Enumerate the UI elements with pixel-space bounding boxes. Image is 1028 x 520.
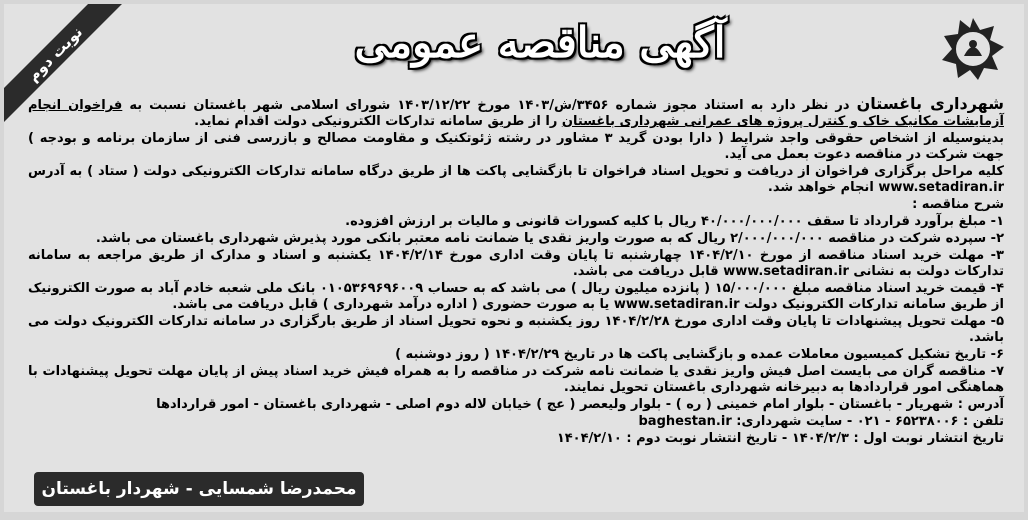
process-tail: انجام خواهد شد. [767, 180, 879, 195]
intro-text-2: را از طریق سامانه تدارکات الکترونیکی دولت اقدام نماید. [194, 114, 562, 129]
site-link[interactable]: baghestan.ir [638, 414, 732, 429]
item-3: ۳- مهلت خرید اسناد مناقصه از مورخ ۱۴۰۴/۲/۱۰ چهارشنبه تا پایان وقت اداری مورخ ۱۴۰۴/۲/۱۴ یکشنبه و اسناد و مدارک از طریق مراجعه به سامانه تدارکات دولت به نشانی www.setadiran.ir قابل دریافت می باشد. [28, 248, 1004, 279]
org-name: شهرداری باغستان [856, 94, 1004, 113]
newspaper-clipping [4, 4, 1024, 512]
process-text: کلیه مراحل برگزاری فراخوان از دریافت و تحویل اسناد فراخوان تا بازگشایی پاکت ها از طریق درگاه سامانه تدارکات الکترونیکی دولت ( ستاد ) به آدرس [28, 164, 1004, 179]
intro-text-1: در نظر دارد به استناد مجوز شماره ۳۴۵۶/ش/۱۴۰۳ مورخ ۱۴۰۳/۱۲/۲۲ شورای اسلامی شهر باغستان نسبت به [122, 98, 857, 113]
phone-text: تلفن : ۶۵۲۳۸۰۰۶ - ۰۲۱ - سایت شهرداری: [736, 414, 1004, 429]
item-5: ۵- مهلت تحویل پیشنهادات تا پایان وقت اداری مورخ ۱۴۰۴/۲/۲۸ روز یکشنبه و نحوه تحویل اسناد از طریق بارگزاری در سامانه تدارکات الکترونیک دولت می باشد. [28, 314, 1004, 345]
process-paragraph [28, 164, 1004, 196]
header [114, 12, 1006, 88]
municipality-logo-icon [940, 16, 1006, 82]
signature-banner: محمدرضا شمسایی - شهردار باغستان [34, 472, 364, 506]
tender-subject: فراخوان انجام آزمایشات مکانیک خاک و کنترل پروژه های عمرانی شهرداری باغستان [28, 98, 1004, 129]
eligibility-paragraph: بدینوسیله از اشخاص حقوقی واجد شرایط ( دارا بودن گرید ۳ مشاور در رشته ژئوتکنیک و مقاومت مصالح و بازرسی فنی از سازمان برنامه و بودجه ) جهت شرکت در مناقصه دعوت بعمل می آید. [28, 131, 1004, 162]
intro-paragraph [28, 96, 1004, 130]
item-1: ۱- مبلغ برآورد قرارداد تا سقف ۴۰/۰۰۰/۰۰۰/۰۰۰ ریال با کلیه کسورات قانونی و مالیات بر ارزش افزوده. [345, 214, 1004, 229]
setad-link[interactable]: www.setadiran.ir [878, 180, 1004, 195]
round-ribbon: نوبت دوم [4, 4, 131, 130]
section-title: شرح مناقصه : [912, 197, 1004, 212]
phone-line [28, 414, 1004, 430]
address-line: آدرس : شهریار - باغستان - بلوار امام خمینی ( ره ) - بلوار ولیعصر ( عج ) خیابان لاله دوم اصلی - شهرداری باغستان - امور قراردادها [156, 397, 1004, 412]
item-2: ۲- سپرده شرکت در مناقصه ۲/۰۰۰/۰۰۰/۰۰۰ ریال که به صورت واریز نقدی یا ضمانت نامه معتبر بانکی مورد پذیرش شهرداری باغستان می باشد. [95, 231, 1004, 246]
page-title: آگهی مناقصه عمومی [354, 18, 726, 67]
item-7: ۷- مناقصه گران می بایست اصل فیش واریز نقدی یا ضمانت نامه شرکت در مناقصه را به همراه فیش خرید اسناد پیش از پایان مهلت تحویل پیشنهادات با هماهنگی امور قراردادها به دبیرخانه شهرداری باغستان تحویل نمایند. [28, 364, 1004, 395]
announcement-body [28, 96, 1004, 492]
item-4: ۴- قیمت خرید اسناد مناقصه مبلغ ۱۵/۰۰۰/۰۰۰ ( پانزده میلیون ریال ) می باشد که به حساب ۰۱۰۵۳۶۹۶۹۶۰۰۹ بانک ملی شعبه خادم آباد به صورت الکترونیک از طریق سامانه تدارکات الکترونیک دولت www.setadiran.ir یا به صورت حضوری ( اداره درآمد شهرداری ) قابل دریافت می باشد. [28, 281, 1004, 312]
publish-dates: تاریخ انتشار نوبت اول : ۱۴۰۴/۲/۳ - تاریخ انتشار نوبت دوم : ۱۴۰۴/۲/۱۰ [556, 431, 1004, 446]
item-6: ۶- تاریخ تشکیل کمیسیون معاملات عمده و بازگشایی پاکت ها در تاریخ ۱۴۰۴/۲/۲۹ ( روز دوشنبه ) [395, 347, 1004, 362]
